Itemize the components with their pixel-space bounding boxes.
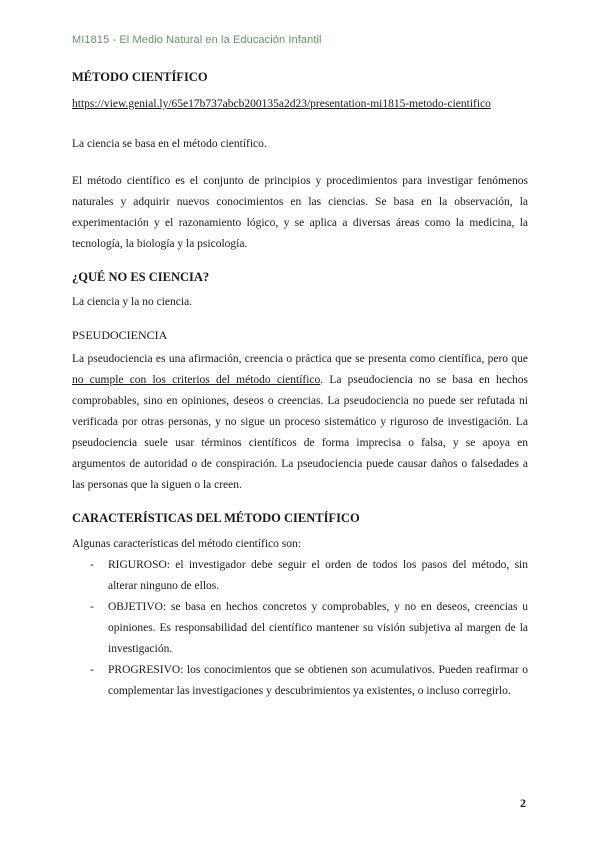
section-title-no-ciencia: ¿QUÉ NO ES CIENCIA? [72,270,210,284]
underlined-criteria: no cumple con los criterios del método científico [72,374,321,386]
intro-no-ciencia: La ciencia y la no ciencia. [72,296,193,308]
subheading-pseudociencia: PSEUDOCIENCIA [72,328,168,342]
pseudociencia-paragraph: La pseudociencia es una afirmación, creencia o práctica que se presenta como científica, pero que no cumple con los criterios del método científico. La pseudociencia no se basa en hechos comprobables, sino en opiniones, deseos o creencias. La pseudociencia no puede ser refutada ni verificada por otras personas, y no sigue un proceso sistemático y riguroso de investigación. La pseudociencia suele usar términos científicos de forma imprecisa o falsa, y se apoya en argumentos de autoridad o de conspiración. La pseudociencia puede causar daños o falsedades a las personas que la siguen o la creen. [72,353,528,491]
list-item: - OBJETIVO: se basa en hechos concretos y comprobables, y no en deseos, creencias u opiniones. Es responsabilidad del científico mantener su visión subjetiva al margen de la investigación. [90,601,528,655]
list-item: - PROGRESIVO: los conocimientos que se obtienen son acumulativos. Pueden reafirmar o complementar las investigaciones y descubrimientos ya existentes, o incluso corregirlo. [90,664,528,697]
document-header: MI1815 - El Medio Natural en la Educación Infantil [72,34,322,46]
page-content [72,70,528,702]
page-number: 2 [520,796,526,810]
genially-link[interactable]: https://view.genial.ly/65e17b737abcb200135a2d23/presentation-mi1815-metodo-cientifico [72,98,491,110]
intro-caracteristicas: Algunas características del método científico son: [72,538,301,550]
list-item: - RIGUROSO: el investigador debe seguir el orden de todos los pasos del método, sin alterar ninguno de ellos. [90,559,528,592]
intro-ciencia: La ciencia se basa en el método científico. [72,138,267,150]
definition-paragraph: El método científico es el conjunto de principios y procedimientos para investigar fenómenos naturales y adquirir nuevos conocimientos en las ciencias. Se basa en la observación, la experimentación y el razonamiento lógico, y se aplica a diversas áreas como la medicina, la tecnología, la biología y la psicología. [72,175,528,250]
section-title-metodo: MÉTODO CIENTÍFICO [72,70,208,84]
section-title-caracteristicas: CARACTERÍSTICAS DEL MÉTODO CIENTÍFICO [72,511,360,525]
characteristics-list [72,555,528,702]
